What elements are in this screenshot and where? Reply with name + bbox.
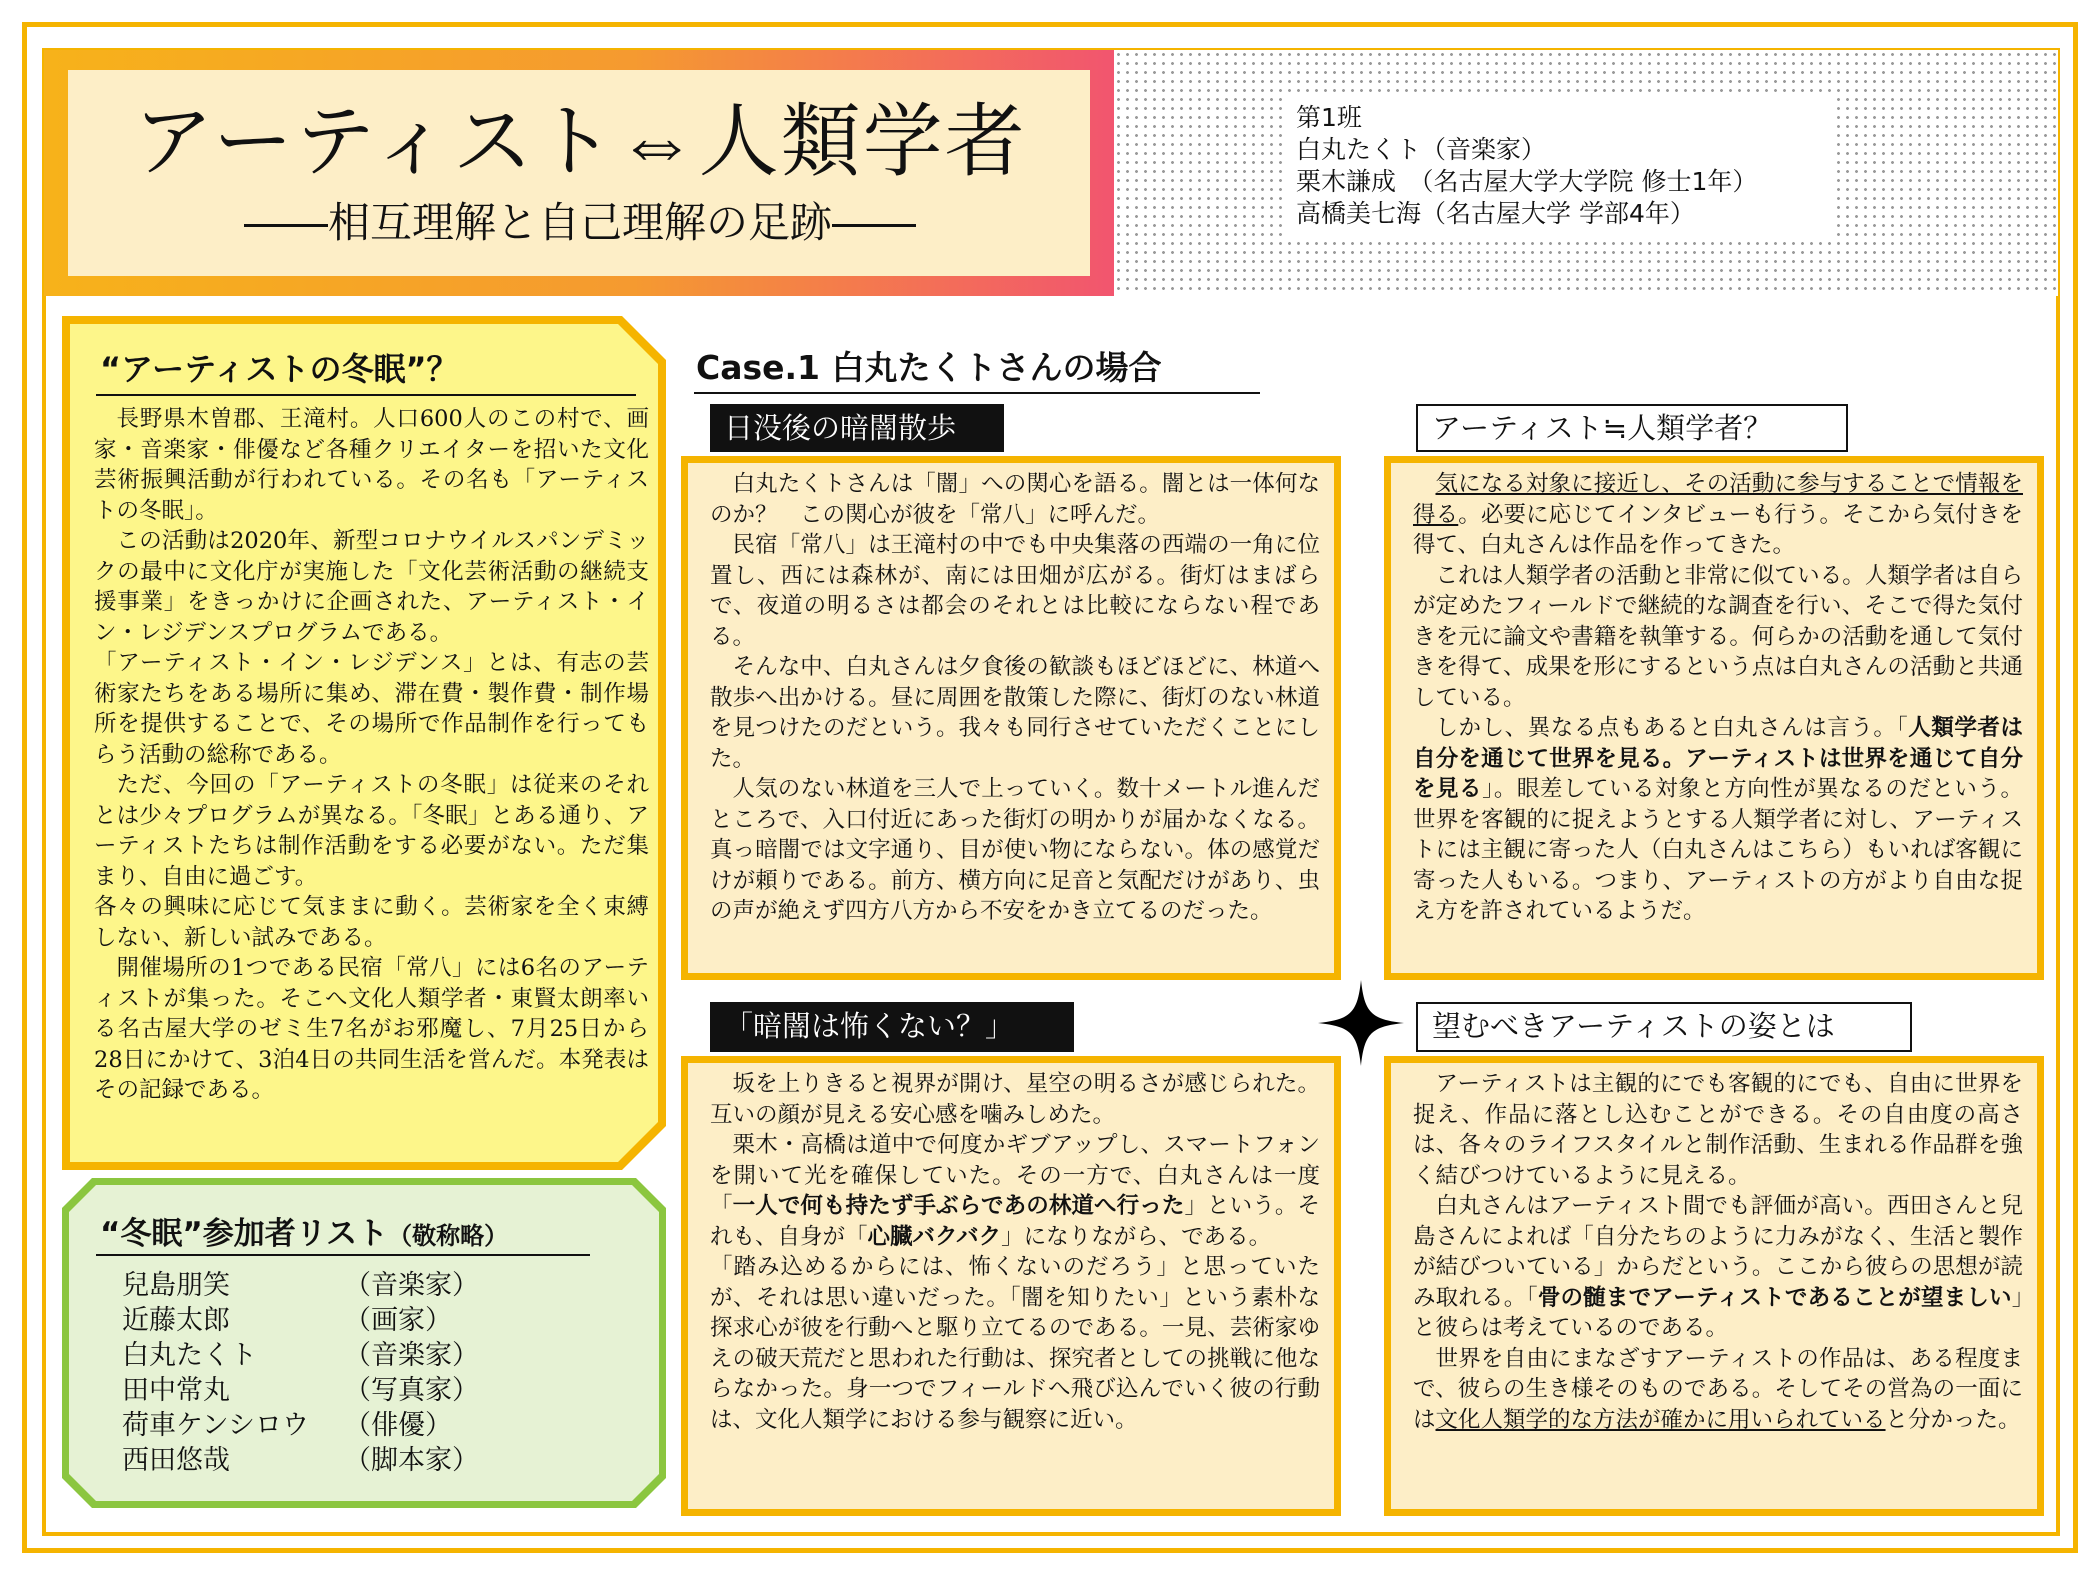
paragraph: 「踏み込めるからには、怖くないのだろう」と思っていたが、それは思い違いだった。「闇を知りたい」という素朴な探求心が彼を行動へと駆り立てるのである。一見、芸術家ゆえの破天荒だと思われた行動は、探究者としての挑戦に他ならなかった。身一つでフィールドへ飛び込んでいく彼の行動は、文化人類学における参与観察に近い。 (710, 1254, 1320, 1433)
artist-anthropologist-label: アーティスト≒人類学者？ (1416, 404, 1848, 452)
hibernation-title-rule (96, 394, 636, 396)
hibernation-body (94, 404, 649, 1144)
emphasis-text: 人類学者は自分を通じて世界を見る。アーティストは世界を通じて自分を見る (1413, 715, 2023, 802)
page-subtitle: ――相互理解と自己理解の足跡―― (243, 198, 916, 247)
list-item (122, 1338, 562, 1373)
fear-label: 「暗闇は怖くない？」 (710, 1002, 1074, 1052)
paragraph (1413, 713, 2023, 927)
paragraph: 「アーティスト・イン・レジデンス」とは、有志の芸術家たちをある場所に集め、滞在費・製作費・制作場所を提供することで、その場所で作品制作を行ってもらう活動の総称である。 (94, 650, 649, 768)
participant-name: 近藤太郎 (122, 1305, 230, 1336)
four-point-star-icon (1318, 980, 1404, 1066)
team-line: 白丸たくト（音楽家） (1296, 135, 1547, 164)
paragraph: 民宿「常八」は王滝村の中でも中央集落の西端の一角に位置し、西には森林が、南には田畑が広がる。街灯はまばらで、夜道の明るさは都会のそれとは比較にならない程である。 (710, 532, 1320, 650)
list-item (122, 1373, 562, 1408)
emphasis-text: 一人で何も持たず手ぶらであの林道へ行った (732, 1193, 1185, 1219)
team-line: 栗木謙成 （名古屋大学大学院 修士1年） (1296, 167, 1758, 196)
paragraph: 人気のない林道を三人で上っていく。数十メートル進んだところで、入口付近にあった街灯の明かりが届かなくなる。真っ暗闇では文字通り、目が使い物にならない。体の感覚だけが頼りである。前方、横方向に足音と気配だけがあり、虫の声が絶えず四方八方から不安をかき立てるのだった。 (710, 776, 1320, 924)
list-item (122, 1443, 562, 1478)
paragraph: この活動は2020年、新型コロナウイルスパンデミックの最中に文化庁が実施した「文化芸術活動の継続支援事業」をきっかけに企画された、アーティスト・イン・レジデンスプログラムである。 (94, 528, 649, 646)
paragraph (1413, 1344, 2023, 1436)
paragraph: 白丸たくトさんは「闇」への関心を語る。闇とは一体何なのか？ この関心が彼を「常八」に呼んだ。 (710, 471, 1320, 528)
participants-title-note: （敬称略） (388, 1222, 509, 1250)
participant-name: 田中常丸 (122, 1375, 230, 1406)
emphasis-text: 心臓バクバク (867, 1223, 1002, 1250)
text-run: 。必要に応じてインタビューも行う。そこから気付きを得て、白丸さんは作品を作ってきた。 (1413, 501, 2023, 558)
paragraph: 坂を上りきると視界が開け、星空の明るさが感じられた。互いの顔が見える安心感を噛みしめた。 (710, 1071, 1320, 1128)
participants-title-rule (96, 1254, 590, 1256)
underlined-text: 気になる対象に接近し、その活動に参与することで情報を得る (1413, 471, 2023, 528)
team-line: 第1班 (1296, 103, 1362, 132)
ideal-artist-label: 望むべきアーティストの姿とは (1416, 1002, 1912, 1052)
paragraph: 開催場所の1つである民宿「常八」には6名のアーティストが集った。そこへ文化人類学者・東賢太朗率いる名古屋大学のゼミ生7名がお邪魔し、7月25日から28日にかけて、3泊4日の共同生活を営んだ。本発表はその記録である。 (94, 955, 649, 1103)
text-run: しかし、異なる点もあると白丸さんは言う。「 (1435, 715, 1909, 741)
participant-role: （写真家） (344, 1375, 479, 1406)
text-run: 」という。それも、自身が「 (710, 1193, 1320, 1250)
emphasis-text: 骨の髄までアーティストであることが望ましい (1537, 1284, 2012, 1311)
text-run: 」。眼差している対象と方向性が異なるのだという。世界を客観的に捉えようとする人類学者に対し、アーティストには主観に寄った人（白丸さんはこちら）もいれば客観に寄った人もいる。つまり、アーティストの方がより自由な捉え方を許されているようだ。 (1413, 776, 2023, 924)
participant-role: （音楽家） (344, 1270, 479, 1301)
paragraph: アーティストは主観的にでも客観的にでも、自由に世界を捉え、作品に落とし込むことができる。その自由度の高さは、各々のライフスタイルと制作活動、生まれる作品群を強く結びつけているように見える。 (1413, 1071, 2023, 1189)
paragraph (1413, 1191, 2023, 1344)
paragraph: ただ、今回の「アーティストの冬眠」は従来のそれとは少々プログラムが異なる。「冬眠」とある通り、アーティストたちは制作活動をする必要がない。ただ集まり、自由に過ごす。 (94, 772, 649, 890)
text-run: と分かった。 (1885, 1406, 2021, 1433)
hibernation-title: “アーティストの冬眠”？ (100, 350, 459, 388)
participant-name: 白丸たくト (122, 1340, 257, 1371)
text-run: 」と彼らは考えているのである。 (1413, 1284, 2023, 1341)
list-item (122, 1268, 562, 1303)
participant-name: 西田悠哉 (122, 1445, 230, 1476)
participant-role: （画家） (344, 1305, 452, 1336)
participant-name: 兒島朋笑 (122, 1270, 230, 1301)
participants-title-text: “冬眠”参加者リスト (100, 1216, 389, 1252)
ideal-artist-card (1384, 1056, 2044, 1516)
case-title-rule (694, 392, 1260, 394)
participants-title (100, 1208, 600, 1254)
participant-role: （脚本家） (344, 1445, 479, 1476)
team-info (1286, 96, 1836, 242)
fear-card (681, 1056, 1341, 1516)
walk-card (681, 456, 1341, 980)
text-run: 世界を自由にまなざすアーティストの作品は、ある程度まで、彼らの生き様そのものである。そしてその営為の一面には (1413, 1345, 2023, 1433)
team-line: 高橋美七海（名古屋大学 学部4年） (1296, 199, 1695, 228)
text-run: 」になりながら、である。 (1001, 1223, 1272, 1250)
case-title: Case.1 白丸たくトさんの場合 (696, 348, 1162, 387)
walk-label: 日没後の暗闇散歩 (710, 404, 1004, 452)
list-item (122, 1303, 562, 1338)
participant-role: （音楽家） (344, 1340, 479, 1371)
paragraph: 長野県木曽郡、王滝村。人口600人のこの村で、画家・音楽家・俳優など各種クリエイターを招いた文化芸術振興活動が行われている。その名も「アーティストの冬眠」。 (94, 406, 649, 524)
text-run: 栗木・高橋は道中で何度かギブアップし、スマートフォンを開いて光を確保していた。その一方で、白丸さんは一度「 (710, 1132, 1320, 1219)
page-title: アーティスト⇔人類学者 (133, 95, 1027, 188)
text-run: 白丸さんはアーティスト間でも評価が高い。西田さんと兒島さんによれば「自分たちのように力みがなく、生活と製作が結びついている」からだという。ここから彼らの思想が読み取れる。「 (1413, 1193, 2023, 1311)
paragraph: これは人類学者の活動と非常に似ている。人類学者は自らが定めたフィールドで継続的な調査を行い、そこで得た気付きを元に論文や書籍を執筆する。何らかの活動を通して気付きを得て、成果を形にするという点は白丸さんの活動と共通している。 (1413, 562, 2023, 711)
participant-name: 荷車ケンシロウ (122, 1410, 309, 1441)
participants-list (122, 1268, 562, 1488)
list-item (122, 1408, 562, 1443)
participant-role: （俳優） (344, 1410, 452, 1441)
paragraph: 各々の興味に応じて気ままに動く。芸術家を全く束縛しない、新しい試みである。 (94, 894, 649, 951)
artist-anthropologist-card (1384, 456, 2044, 980)
paragraph (710, 1130, 1320, 1252)
underlined-text: 文化人類学的な方法が確かに用いられている (1435, 1406, 1886, 1433)
paragraph (1413, 469, 2023, 561)
paragraph: そんな中、白丸さんは夕食後の歓談もほどほどに、林道へ散歩へ出かける。昼に周囲を散策した際に、街灯のない林道を見つけたのだという。我々も同行させていただくことにした。 (710, 654, 1320, 772)
